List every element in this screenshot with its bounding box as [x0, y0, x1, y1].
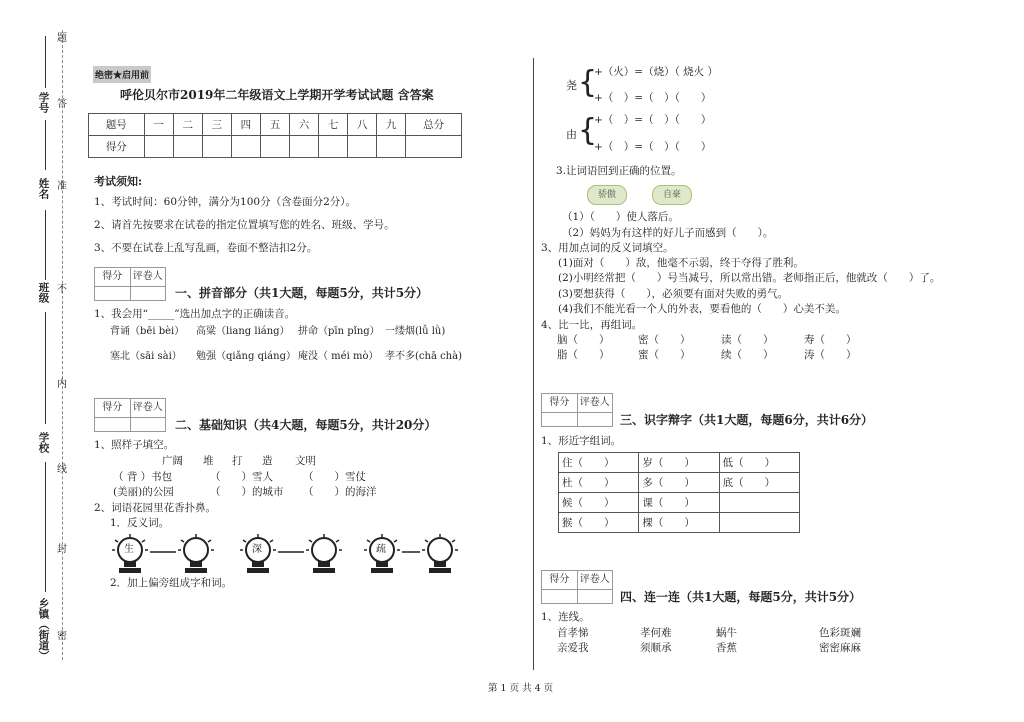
match-item[interactable]: 首孝悌: [557, 627, 589, 639]
match-item[interactable]: 孝何难: [640, 627, 672, 639]
class-label: 班级: [37, 282, 50, 303]
score-header: 三: [202, 114, 231, 136]
column-divider: [533, 58, 534, 670]
score-cell[interactable]: [173, 136, 202, 158]
pinyin-item: 塞北（sāi sài）: [110, 351, 182, 362]
fill-item: （ ）的城市: [210, 486, 284, 498]
student-id-label: 学号: [37, 92, 50, 113]
section4-title: 四、连一连（共1大题，每题5分，共计5分）: [620, 590, 862, 604]
match-item[interactable]: 须顺承: [640, 642, 672, 654]
margin-mark: 题: [57, 33, 67, 44]
score-header: 八: [348, 114, 377, 136]
brace-icon: {: [578, 65, 598, 100]
scorer-box: 得分 评卷人: [94, 398, 166, 418]
fill-item: （ 背 ）书包: [113, 471, 173, 483]
scorer-input[interactable]: [541, 589, 613, 604]
right-q4-item: (4)我们不能光看一个人的外表，要看他的（ ）心美不美。: [558, 303, 846, 315]
score-table: [88, 113, 462, 158]
score-cell[interactable]: [348, 136, 377, 158]
grid-cell[interactable]: 岁（ ）: [639, 453, 719, 473]
score-header: 总分: [406, 114, 462, 136]
bulb-icon[interactable]: [306, 534, 342, 573]
score-cell[interactable]: [406, 136, 462, 158]
radical-char: 由: [566, 128, 577, 141]
dashed-cut-line: [62, 30, 63, 660]
pinyin-item: 庵没（ méi mò）: [298, 351, 379, 362]
pinyin-item: 拼命（pīn pǐng）: [298, 326, 380, 337]
brace-icon: {: [578, 113, 598, 148]
score-cell[interactable]: [319, 136, 348, 158]
radical-row: +（ ）=（ ）（ ）: [594, 92, 712, 104]
scorer-box: 得分 评卷人: [541, 393, 613, 413]
score-header: 五: [260, 114, 289, 136]
right-q3: 3.让词语回到正确的位置。: [556, 165, 682, 177]
pinyin-item: 一缕烟(lǚ lǜ): [385, 326, 446, 337]
pinyin-item: 勉强（qiǎng qiáng）: [196, 351, 296, 362]
match-item[interactable]: 色彩斑斓: [819, 627, 861, 639]
compare-item: 蜜（ ）: [638, 349, 691, 361]
match-item[interactable]: 香蕉: [716, 642, 737, 654]
right-q4-item: (2)小明经常把（ ）号当减号，所以常出错。老师指正后，他就改（ ）了。: [558, 272, 941, 284]
scorer-box: 得分 评卷人: [94, 267, 166, 287]
grid-cell[interactable]: 底（ ）: [719, 473, 799, 493]
compare-item: 涛（ ）: [804, 349, 857, 361]
grid-cell[interactable]: 猴（ ）: [559, 513, 639, 533]
grid-cell[interactable]: 课（ ）: [639, 493, 719, 513]
scorer-box: 得分 评卷人: [541, 570, 613, 590]
grid-cell[interactable]: 棵（ ）: [639, 513, 719, 533]
margin-mark: 密: [57, 631, 67, 642]
fill-item: （ ）雪人: [210, 471, 273, 483]
score-header: 七: [319, 114, 348, 136]
page-title: 呼伦贝尔市2019年二年级语文上学期开学考试试题 含答案: [120, 88, 434, 102]
section2-q2: 2、词语花园里花香扑鼻。: [94, 502, 217, 514]
margin-mark: 答: [57, 99, 67, 110]
scorer-input[interactable]: [94, 286, 166, 301]
sample-word: 打: [232, 455, 243, 467]
compare-item: 寿（ ）: [804, 334, 857, 346]
compare-item: 脂（ ）: [557, 349, 610, 361]
margin-mark: 封: [57, 544, 67, 555]
section2-title: 二、基础知识（共4大题，每题5分，共计20分）: [175, 418, 437, 432]
section1-q1: 1、我会用“_____”选出加点字的正确读音。: [94, 308, 296, 320]
fill-item: (美丽)的公园: [113, 486, 174, 498]
radical-row: +（ ）=（ ）（ ）: [594, 141, 712, 153]
field-line: [45, 462, 46, 592]
margin-mark: 准: [57, 181, 67, 192]
bulb-icon[interactable]: [422, 534, 458, 573]
radical-row: +（ ）=（ ）（ ）: [594, 114, 712, 126]
compare-item: 续（ ）: [721, 349, 774, 361]
field-line: [45, 312, 46, 424]
score-header: 九: [377, 114, 406, 136]
right-q3-item: （1）（ ）使人落后。: [562, 211, 679, 223]
sample-word: 文明: [295, 455, 316, 467]
bulb-char: 生: [124, 544, 134, 555]
bulb-row: [110, 532, 460, 576]
notice-item: 3、不要在试卷上乱写乱画，卷面不整洁扣2分。: [94, 242, 318, 254]
section1-title: 一、拼音部分（共1大题，每题5分，共计5分）: [175, 286, 429, 300]
pinyin-item: 背诵（bēi bèi）: [110, 326, 185, 337]
notice-item: 2、请首先按要求在试卷的指定位置填写您的姓名、班级、学号。: [94, 219, 395, 231]
similar-char-grid: [558, 452, 800, 533]
score-header: 六: [290, 114, 319, 136]
score-header: 二: [173, 114, 202, 136]
field-line: [45, 36, 46, 88]
fill-item: （ ）的海洋: [303, 486, 377, 498]
fill-item: （ ）雪仗: [303, 471, 366, 483]
field-line: [45, 120, 46, 170]
scorer-input[interactable]: [541, 412, 613, 427]
school-label: 学校: [37, 432, 50, 453]
score-cell[interactable]: [377, 136, 406, 158]
score-row-label: 得分: [89, 136, 145, 158]
bulb-icon[interactable]: [178, 534, 214, 573]
margin-mark: 线: [57, 464, 67, 475]
right-q5: 4、比一比，再组词。: [541, 319, 643, 331]
grid-cell[interactable]: [719, 513, 799, 533]
sample-word: 广阔: [162, 455, 183, 467]
score-cell[interactable]: [231, 136, 260, 158]
radical-char: 尧: [566, 79, 577, 92]
section2-q2b: 2．加上偏旁组成字和词。: [110, 577, 233, 589]
section4-q1: 1、连线。: [541, 611, 590, 623]
grid-cell[interactable]: 低（ ）: [719, 453, 799, 473]
score-cell[interactable]: [202, 136, 231, 158]
sample-word: 堆: [203, 455, 214, 467]
section2-q2a: 1．反义词。: [110, 517, 170, 529]
field-line: [45, 210, 46, 280]
right-q4: 3、用加点词的反义词填空。: [541, 242, 674, 254]
sample-word: 造: [262, 455, 273, 467]
score-header: 题号: [89, 114, 145, 136]
section3-title: 三、识字辩字（共1大题，每题6分，共计6分）: [620, 413, 874, 427]
radical-row: +（火）=（烧）（ 烧火 ）: [594, 66, 719, 78]
section2-q1: 1、照样子填空。: [94, 439, 175, 451]
score-cell[interactable]: [260, 136, 289, 158]
score-header: 四: [231, 114, 260, 136]
section3-q1: 1、形近字组词。: [541, 435, 622, 447]
match-item[interactable]: 蜗牛: [716, 627, 737, 639]
compare-item: 密（ ）: [638, 334, 691, 346]
notice-item: 1、考试时间：60分钟，满分为100分（含卷面分2分）。: [94, 196, 357, 208]
score-header: 一: [144, 114, 173, 136]
scorer-input[interactable]: [94, 417, 166, 432]
margin-mark: 内: [57, 379, 67, 390]
grid-cell[interactable]: 候（ ）: [559, 493, 639, 513]
score-cell[interactable]: [290, 136, 319, 158]
bulb-char: 深: [252, 544, 262, 555]
notice-title: 考试须知:: [94, 175, 143, 188]
match-item[interactable]: 亲爱我: [557, 642, 589, 654]
score-cell[interactable]: [144, 136, 173, 158]
right-q4-item: (3)要想获得（ ），必须要有面对失败的勇气。: [558, 288, 789, 300]
match-item[interactable]: 密密麻麻: [819, 642, 861, 654]
right-q3-item: （2）妈妈为有这样的好儿子而感到（ ）。: [562, 227, 774, 239]
right-q4-item: (1)面对（ ）敌，他毫不示弱，终于夺得了胜利。: [558, 257, 804, 269]
page-footer: 第 1 页 共 4 页: [488, 683, 554, 694]
pinyin-item: 高粱（liang liáng）: [196, 326, 290, 337]
word-cloud[interactable]: 自豪: [652, 185, 692, 205]
grid-cell[interactable]: 住（ ）: [559, 453, 639, 473]
margin-mark: 不: [57, 284, 67, 295]
grid-cell[interactable]: [719, 493, 799, 513]
name-label: 姓名: [37, 178, 50, 199]
compare-item: 脑（ ）: [557, 334, 610, 346]
pinyin-item: 孝不多(chā chà): [385, 351, 462, 362]
township-label: 乡镇（街道）: [37, 598, 50, 661]
grid-cell[interactable]: 杜（ ）: [559, 473, 639, 493]
grid-cell[interactable]: 多（ ）: [639, 473, 719, 493]
compare-item: 读（ ）: [721, 334, 774, 346]
word-cloud[interactable]: 骄傲: [587, 185, 627, 205]
bulb-char: 疏: [376, 544, 386, 555]
confidential-badge: 绝密★启用前: [93, 66, 151, 83]
